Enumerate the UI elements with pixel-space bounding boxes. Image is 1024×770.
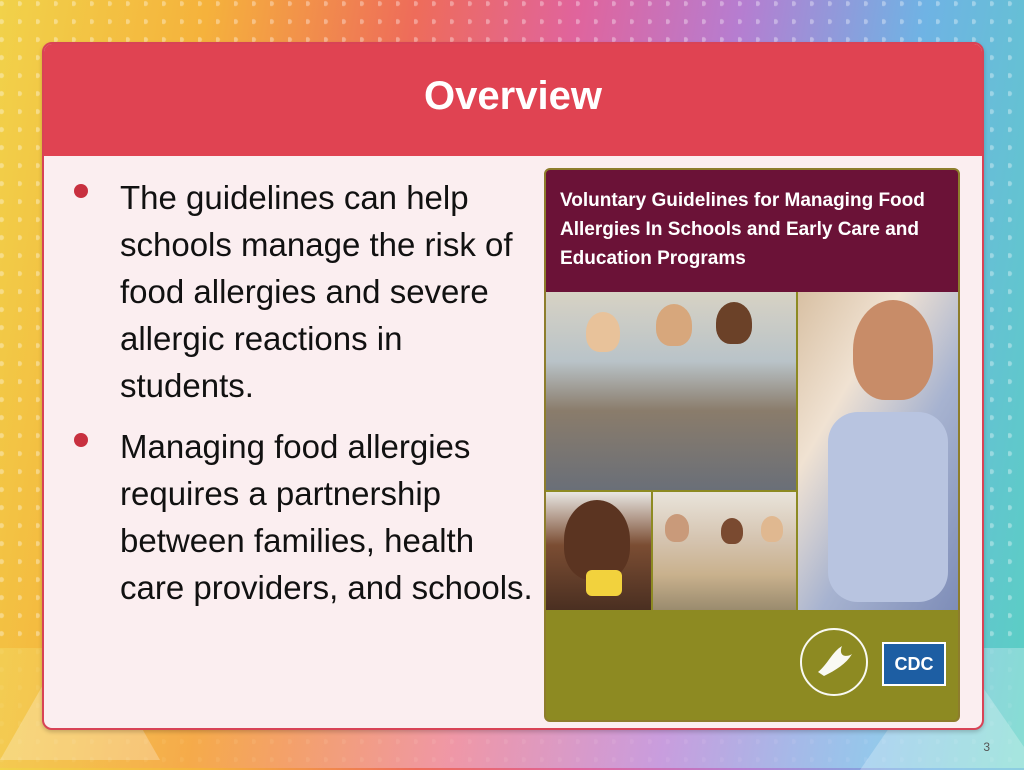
hhs-eagle-icon <box>800 628 868 696</box>
slide-title: Overview <box>424 74 602 118</box>
cdc-logo-icon: CDC <box>882 642 946 686</box>
page-number: 3 <box>983 740 990 754</box>
photo-teen-eating <box>798 292 958 610</box>
bullet-dot-icon <box>74 184 88 198</box>
slide-card <box>42 42 984 730</box>
bullet-item <box>74 423 534 611</box>
slide-header <box>44 44 982 156</box>
photo-child-banana <box>546 492 651 610</box>
cover-title: Voluntary Guidelines for Managing Food Allergies In Schools and Early Care and Education Programs <box>560 190 925 269</box>
bullet-list <box>74 174 534 625</box>
bullet-item <box>74 174 534 409</box>
photo-classroom-lunch <box>653 492 796 610</box>
bullet-text: Managing food allergies requires a partnership between families, health care providers, and schools. <box>120 428 533 606</box>
cover-title-banner <box>546 170 958 292</box>
bullet-text: The guidelines can help schools manage the risk of food allergies and severe allergic reactions in students. <box>120 179 513 404</box>
photo-students-sitting <box>546 292 796 490</box>
guidelines-cover-image <box>544 168 960 722</box>
bullet-dot-icon <box>74 433 88 447</box>
